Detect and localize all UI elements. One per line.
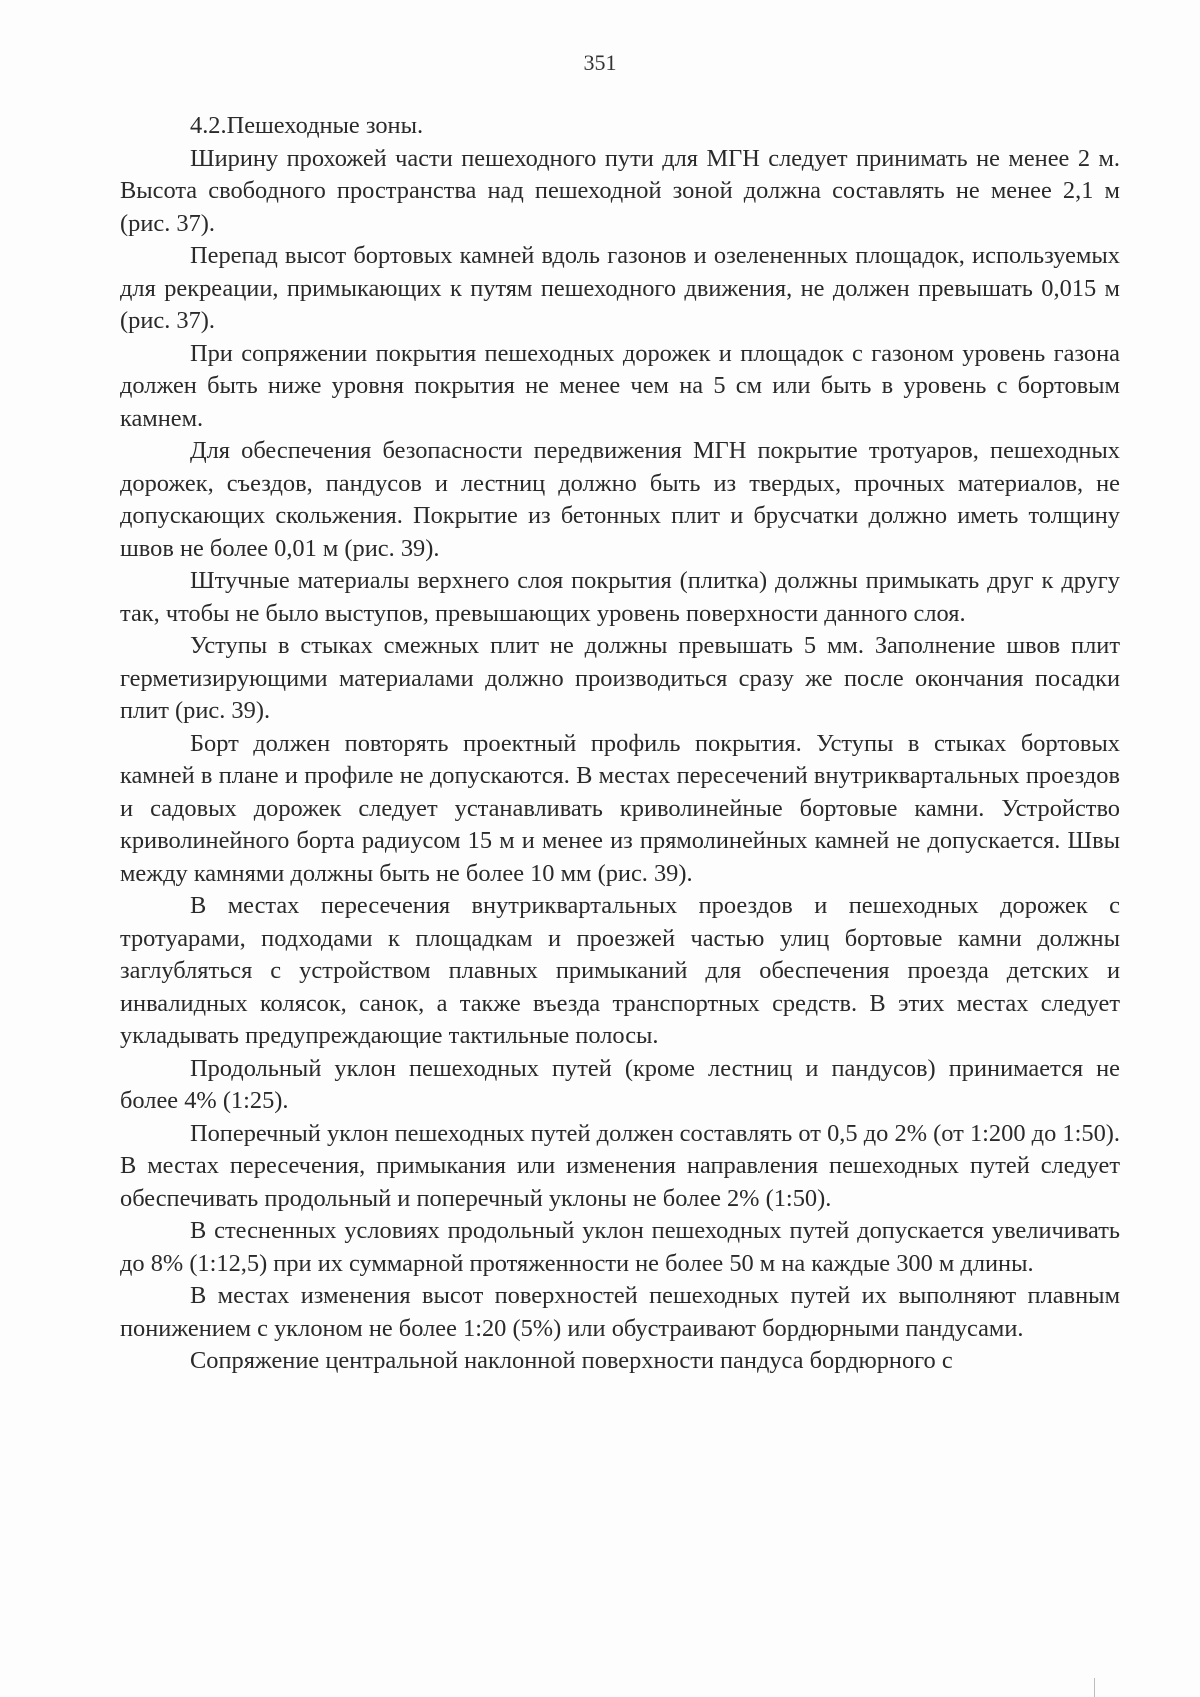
paragraph: В местах изменения высот поверхностей пешеходных путей их выполняют плавным понижением с уклоном не более 1:20 (5%) или обустраивают бордюрными пандусами. — [120, 1282, 1120, 1342]
paragraph: Продольный уклон пешеходных путей (кроме лестниц и пандусов) принимается не более 4% (1:25). — [120, 1054, 1120, 1114]
paragraph: Ширину прохожей части пешеходного пути для МГН следует принимать не менее 2 м. Высота свободного пространства над пешеходной зоной должна составлять не менее 2,1 м (рис. 37). — [120, 144, 1120, 237]
scan-edge-mark — [1094, 1678, 1095, 1697]
paragraph: Перепад высот бортовых камней вдоль газонов и озелененных площадок, используемых для рекреации, примыкающих к путям пешеходного движения, не должен превышать 0,015 м (рис. 37). — [120, 242, 1120, 334]
paragraph-truncated: Сопряжение центральной наклонной поверхности пандуса бордюрного с — [190, 1347, 953, 1374]
paragraph: В местах пересечения внутриквартальных проездов и пешеходных дорожек с тротуарами, подходами к площадкам и проезжей частью улиц бортовые камни должны заглубляться с устройством плавных примыканий для обеспечения проезда детских и инвалидных колясок, санок, а также въезда транспортных средств. В этих местах следует укладывать предупреждающие тактильные полосы. — [120, 892, 1120, 1049]
paragraph: Штучные материалы верхнего слоя покрытия (плитка) должны примыкать друг к другу так, чтобы не было выступов, превышающих уровень поверхности данного слоя. — [120, 567, 1120, 627]
paragraph: При сопряжении покрытия пешеходных дорожек и площадок с газоном уровень газона должен быть ниже уровня покрытия не менее чем на 5 см или быть в уровень с бортовым камнем. — [120, 339, 1120, 432]
paragraph: В стесненных условиях продольный уклон пешеходных путей допускается увеличивать до 8% (1:12,5) при их суммарной протяженности не более 50 м на каждые 300 м длины. — [120, 1217, 1120, 1277]
paragraph: Борт должен повторять проектный профиль покрытия. Уступы в стыках бортовых камней в плане и профиле не допускаются. В местах пересечений внутриквартальных проездов и садовых дорожек следует устанавливать криволинейные бортовые камни. Устройство криволинейного борта радиусом 15 м и менее из прямолинейных камней не допускается. Швы между камнями должны быть не более 10 мм (рис. 39). — [120, 729, 1120, 887]
section-heading: 4.2.Пешеходные зоны. — [190, 112, 424, 139]
paragraph: Уступы в стыках смежных плит не должны превышать 5 мм. Заполнение швов плит герметизирующими материалами должно производиться сразу же после окончания посадки плит (рис. 39). — [120, 632, 1120, 724]
paragraph: Для обеспечения безопасности передвижения МГН покрытие тротуаров, пешеходных дорожек, съездов, пандусов и лестниц должно быть из твердых, прочных материалов, не допускающих скольжения. Покрытие из бетонных плит и брусчатки должно иметь толщину швов не более 0,01 м (рис. 39). — [120, 437, 1120, 562]
document-body — [120, 110, 1120, 1378]
page-number: 351 — [583, 50, 617, 75]
paragraph: Поперечный уклон пешеходных путей должен составлять от 0,5 до 2% (от 1:200 до 1:50). В местах пересечения, примыкания или изменения направления пешеходных путей следует обеспечивать продольный и поперечный уклоны не более 2% (1:50). — [120, 1119, 1120, 1212]
